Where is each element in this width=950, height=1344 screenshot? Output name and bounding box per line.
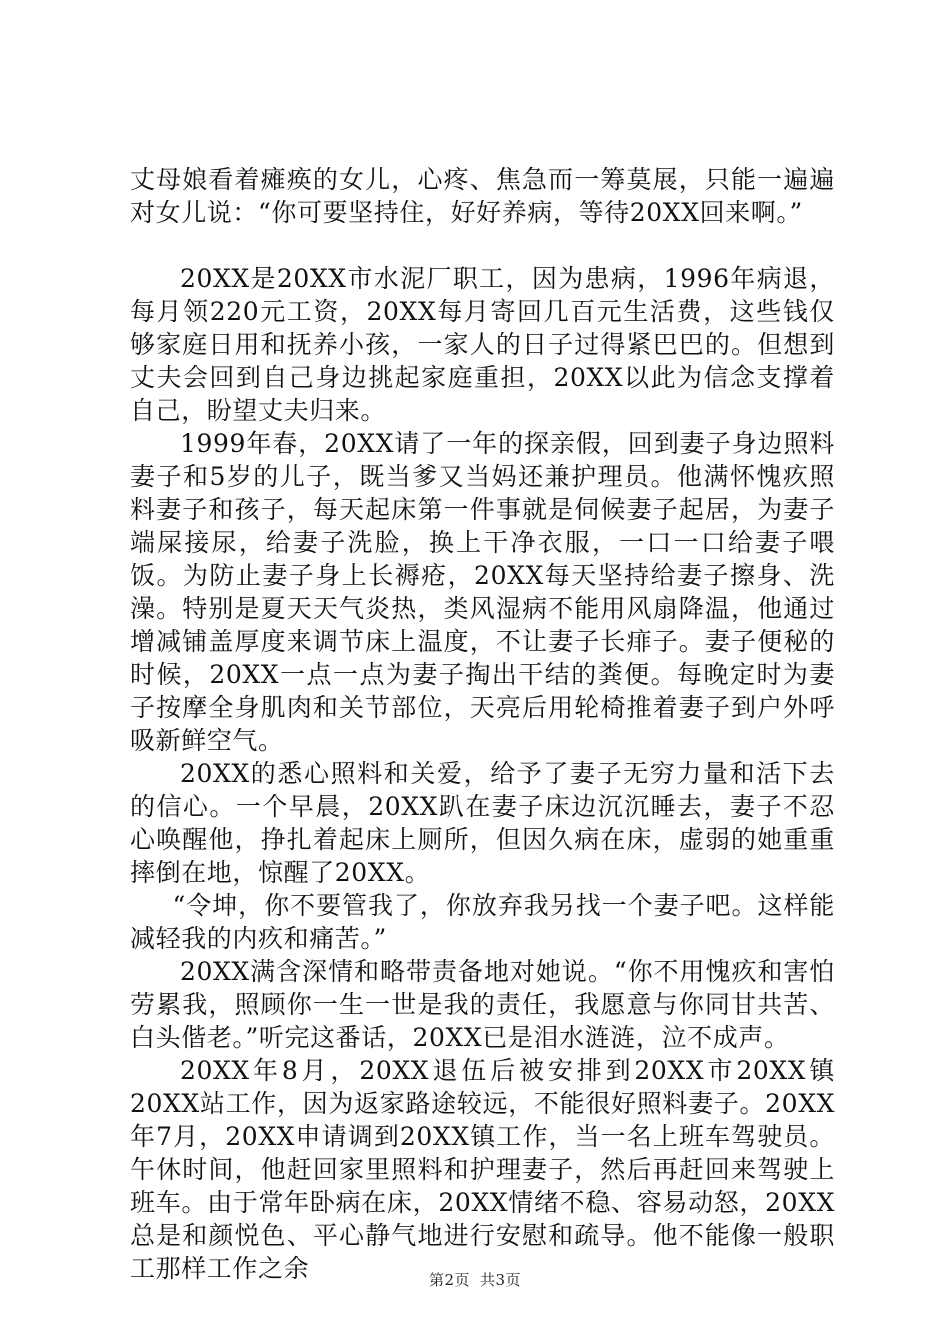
page-number: 第2页 (428, 1271, 470, 1289)
paragraph-7: 20XX年8月，20XX退伍后被安排到20XX市20XX镇20XX站工作，因为返家路途较远，不能很好照料妻子。20XX年7月，20XX申请调到20XX镇工作，当一名上班车驾驶员。午休时间，他赶回家里照料和护理妻子，然后再赶回来驾驶上班车。由于常年卧病在床，20XX情绪不稳、容易动怒，20XX总是和颜悦色、平心静气地进行安慰和疏导。他不能像一般职工那样工作之余 (130, 1056, 835, 1283)
paragraph-6: 20XX满含深情和略带责备地对她说。“你不用愧疚和害怕劳累我，照顾你一生一世是我的责任，我愿意与你同甘共苦、白头偕老。”听完这番话，20XX已是泪水涟涟，泣不成声。 (130, 957, 835, 1052)
paragraph-1: 丈母娘看着瘫痪的女儿，心疼、焦急而一筹莫展，只能一遍遍对女儿说：“你可要坚持住，好好养病，等待20XX回来啊。” (130, 165, 835, 227)
document-body (130, 163, 835, 1285)
paragraph-2: 20XX是20XX市水泥厂职工，因为患病，1996年病退，每月领220元工资，20XX每月寄回几百元生活费，这些钱仅够家庭日用和抚养小孩，一家人的日子过得紧巴巴的。但想到丈夫会回到自己身边挑起家庭重担，20XX以此为信念支撑着自己，盼望丈夫归来。 (130, 264, 835, 425)
paragraph-5-quote: “令坤，你不要管我了，你放弃我另找一个妻子吧。这样能减轻我的内疚和痛苦。” (130, 891, 835, 953)
page-footer (0, 1269, 950, 1290)
total-pages: 共3页 (480, 1271, 522, 1289)
paragraph-3: 1999年春，20XX请了一年的探亲假，回到妻子身边照料妻子和5岁的儿子，既当爹又当妈还兼护理员。他满怀愧疚照料妻子和孩子，每天起床第一件事就是伺候妻子起居，为妻子端屎接尿，给妻子洗脸，换上干净衣服，一口一口给妻子喂饭。为防止妻子身上长褥疮，20XX每天坚持给妻子擦身、洗澡。特别是夏天天气炎热，类风湿病不能用风扇降温，他通过增减铺盖厚度来调节床上温度，不让妻子长痱子。妻子便秘的时候，20XX一点一点为妻子掏出干结的粪便。每晚定时为妻子按摩全身肌肉和关节部位，天亮后用轮椅推着妻子到户外呼吸新鲜空气。 (130, 429, 835, 755)
paragraph-4: 20XX的悉心照料和关爱，给予了妻子无穷力量和活下去的信心。一个早晨，20XX趴在妻子床边沉沉睡去，妻子不忍心唤醒他，挣扎着起床上厕所，但因久病在床，虚弱的她重重摔倒在地，惊醒了20XX。 (130, 759, 835, 887)
